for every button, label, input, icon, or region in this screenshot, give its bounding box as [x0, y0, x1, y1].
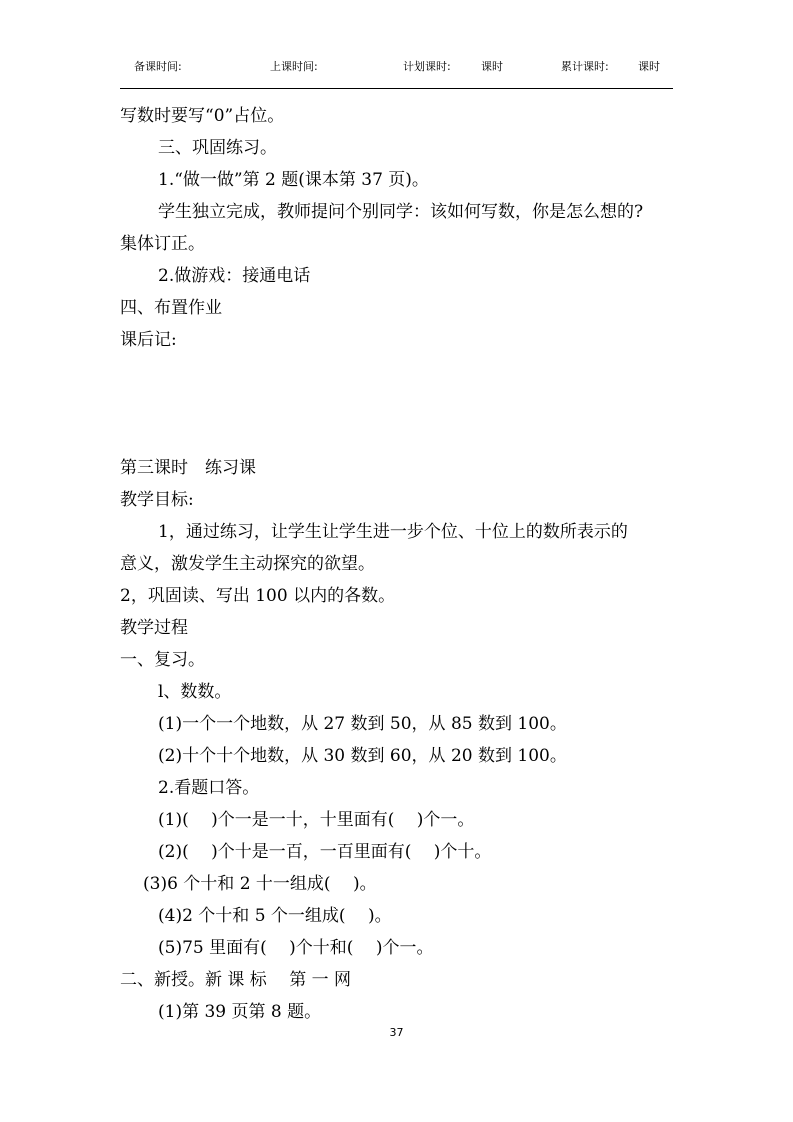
section-heading: 一、复习。: [120, 650, 205, 670]
section-heading: 三、巩固练习。: [158, 138, 277, 158]
text-line: 学生独立完成，教师提问个别同学：该如何写数，你是怎么想的?: [158, 202, 644, 222]
section-heading: 教学目标:: [120, 490, 194, 510]
section-heading: 课后记:: [120, 330, 177, 350]
section-heading: 教学过程: [120, 618, 188, 638]
text-line: (1)一个一个地数，从 27 数到 50，从 85 数到 100。: [158, 714, 567, 734]
text-line: 写数时要写“0”占位。: [120, 106, 285, 126]
header-rule: [120, 88, 673, 89]
text-line: 意义，激发学生主动探究的欲望。: [120, 554, 375, 574]
plan-hours-unit: 课时: [481, 60, 503, 73]
text-line: 集体订正。: [120, 234, 205, 254]
text-line: (2)( )个十是一百，一百里面有( )个十。: [158, 842, 492, 862]
total-hours-label: 累计课时:: [561, 60, 609, 73]
text-line: (1)第 39 页第 8 题。: [158, 1002, 322, 1022]
lesson-title: 第三课时 练习课: [120, 458, 256, 478]
text-line: (5)75 里面有( )个十和( )个一。: [158, 938, 434, 958]
text-line: 1，通过练习，让学生让学生进一步个位、十位上的数所表示的: [158, 522, 628, 542]
plan-hours-label: 计划课时:: [403, 60, 451, 73]
text-line: 1.“做一做”第 2 题(课本第 37 页)。: [158, 170, 429, 190]
text-line: 2，巩固读、写出 100 以内的各数。: [120, 586, 396, 606]
class-time-label: 上课时间:: [270, 60, 318, 73]
section-heading: 二、新授。新 课 标 第 一 网: [120, 970, 352, 990]
text-line: 2.看题口答。: [158, 778, 260, 798]
total-hours-unit: 课时: [638, 60, 660, 73]
prep-time-label: 备课时间:: [134, 60, 182, 73]
section-heading: 四、布置作业: [120, 298, 222, 318]
text-line: (1)( )个一是一十，十里面有( )个一。: [158, 810, 475, 830]
text-line: (3)6 个十和 2 十一组成( )。: [143, 874, 377, 894]
text-line: 2.做游戏：接通电话: [158, 266, 311, 286]
text-line: (4)2 个十和 5 个一组成( )。: [158, 906, 392, 926]
text-line: (2)十个十个地数，从 30 数到 60，从 20 数到 100。: [158, 746, 567, 766]
text-line: l、数数。: [158, 682, 232, 702]
page-number: 37: [389, 1026, 404, 1039]
